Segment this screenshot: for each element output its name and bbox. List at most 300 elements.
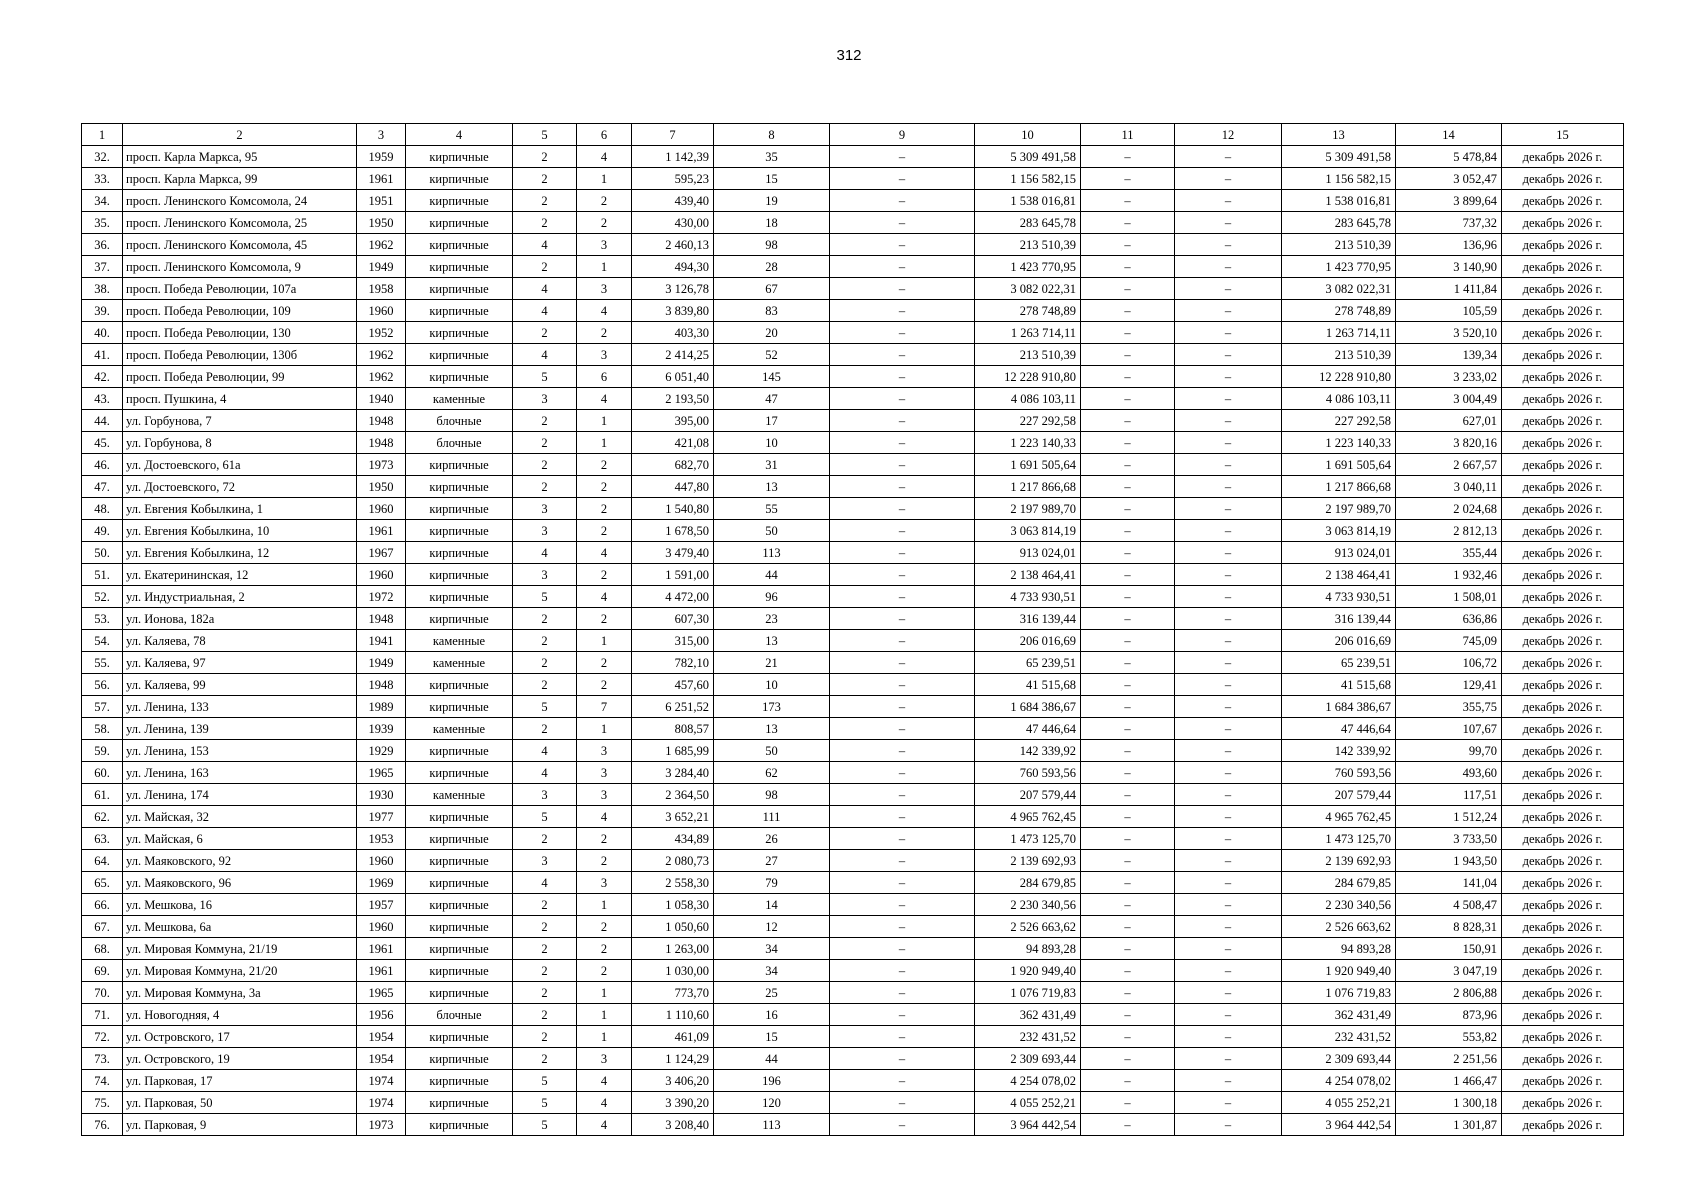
cell-year-built: 1961 [357,168,406,190]
cell-year-built: 1960 [357,564,406,586]
cell-deadline: декабрь 2026 г. [1502,344,1624,366]
cell-deadline: декабрь 2026 г. [1502,696,1624,718]
cell-cost-own: 227 292,58 [1282,410,1396,432]
cell-cost-col-11: – [1081,1048,1175,1070]
column-header: 12 [1175,124,1282,146]
cell-year-built: 1972 [357,586,406,608]
cell-deadline: декабрь 2026 г. [1502,674,1624,696]
cell-entrances: 3 [577,740,632,762]
cell-entrances: 4 [577,586,632,608]
cell-year-built: 1960 [357,850,406,872]
cell-cost-col-11: – [1081,674,1175,696]
cell-cost-total: 5 309 491,58 [975,146,1081,168]
cell-cost-own: 1 156 582,15 [1282,168,1396,190]
cell-address: просп. Пушкина, 4 [123,388,357,410]
cell-cost-own: 1 684 386,67 [1282,696,1396,718]
cell-deadline: декабрь 2026 г. [1502,190,1624,212]
cell-row-number: 59. [82,740,123,762]
cell-cost-col-11: – [1081,850,1175,872]
cell-year-built: 1929 [357,740,406,762]
cell-cost-col-12: – [1175,630,1282,652]
cell-cost-own: 213 510,39 [1282,234,1396,256]
cell-year-built: 1961 [357,520,406,542]
cell-year-built: 1940 [357,388,406,410]
table-row [82,278,1624,300]
column-header: 9 [830,124,975,146]
cell-entrances: 1 [577,982,632,1004]
cell-year-built: 1952 [357,322,406,344]
cell-cost-per-sqm: 117,51 [1396,784,1502,806]
cell-cost-total: 3 063 814,19 [975,520,1081,542]
cell-cost-per-sqm: 107,67 [1396,718,1502,740]
cell-deadline: декабрь 2026 г. [1502,1026,1624,1048]
cell-entrances: 4 [577,806,632,828]
cell-cost-col-11: – [1081,542,1175,564]
cell-cost-per-sqm: 493,60 [1396,762,1502,784]
cell-row-number: 46. [82,454,123,476]
cell-cost-per-sqm: 355,75 [1396,696,1502,718]
cell-wall-material: каменные [406,630,513,652]
cell-cost-col-11: – [1081,146,1175,168]
cell-wall-material: кирпичные [406,872,513,894]
cell-cost-per-sqm: 553,82 [1396,1026,1502,1048]
cell-area: 2 558,30 [632,872,714,894]
cell-entrances: 2 [577,608,632,630]
table-row [82,894,1624,916]
cell-address: ул. Маяковского, 92 [123,850,357,872]
cell-cost-col-9: – [830,476,975,498]
cell-cost-per-sqm: 636,86 [1396,608,1502,630]
cell-entrances: 4 [577,1070,632,1092]
cell-cost-own: 4 086 103,11 [1282,388,1396,410]
cell-address: ул. Евгения Кобылкина, 10 [123,520,357,542]
cell-wall-material: кирпичные [406,476,513,498]
cell-cost-col-11: – [1081,366,1175,388]
cell-cost-col-11: – [1081,190,1175,212]
cell-deadline: декабрь 2026 г. [1502,454,1624,476]
cell-year-built: 1967 [357,542,406,564]
table-row [82,212,1624,234]
cell-cost-total: 94 893,28 [975,938,1081,960]
cell-floors: 5 [513,696,577,718]
cell-floors: 2 [513,938,577,960]
cell-deadline: декабрь 2026 г. [1502,652,1624,674]
cell-cost-col-9: – [830,388,975,410]
cell-address: ул. Ленина, 163 [123,762,357,784]
cell-residents: 13 [714,630,830,652]
table-row [82,1004,1624,1026]
cell-cost-col-11: – [1081,212,1175,234]
cell-cost-col-9: – [830,872,975,894]
cell-cost-own: 278 748,89 [1282,300,1396,322]
cell-cost-col-9: – [830,894,975,916]
cell-residents: 19 [714,190,830,212]
cell-wall-material: кирпичные [406,608,513,630]
cell-floors: 4 [513,740,577,762]
cell-cost-col-9: – [830,1026,975,1048]
cell-residents: 62 [714,762,830,784]
cell-cost-total: 12 228 910,80 [975,366,1081,388]
cell-cost-col-11: – [1081,608,1175,630]
cell-cost-total: 283 645,78 [975,212,1081,234]
cell-entrances: 2 [577,498,632,520]
cell-deadline: декабрь 2026 г. [1502,498,1624,520]
cell-entrances: 2 [577,190,632,212]
cell-cost-col-12: – [1175,234,1282,256]
cell-cost-total: 760 593,56 [975,762,1081,784]
cell-deadline: декабрь 2026 г. [1502,608,1624,630]
cell-cost-col-12: – [1175,1004,1282,1026]
cell-cost-col-12: – [1175,498,1282,520]
cell-cost-own: 2 138 464,41 [1282,564,1396,586]
cell-cost-col-9: – [830,366,975,388]
cell-cost-col-11: – [1081,652,1175,674]
cell-row-number: 33. [82,168,123,190]
cell-year-built: 1959 [357,146,406,168]
cell-entrances: 4 [577,542,632,564]
cell-year-built: 1960 [357,916,406,938]
cell-entrances: 2 [577,476,632,498]
cell-cost-col-9: – [830,1070,975,1092]
cell-cost-col-11: – [1081,630,1175,652]
cell-cost-total: 1 156 582,15 [975,168,1081,190]
cell-entrances: 3 [577,872,632,894]
cell-cost-total: 4 965 762,45 [975,806,1081,828]
cell-year-built: 1948 [357,410,406,432]
cell-address: ул. Каляева, 97 [123,652,357,674]
cell-wall-material: кирпичные [406,960,513,982]
cell-deadline: декабрь 2026 г. [1502,234,1624,256]
cell-floors: 2 [513,322,577,344]
cell-deadline: декабрь 2026 г. [1502,982,1624,1004]
cell-cost-col-12: – [1175,168,1282,190]
cell-deadline: декабрь 2026 г. [1502,146,1624,168]
cell-cost-col-12: – [1175,256,1282,278]
cell-wall-material: кирпичные [406,234,513,256]
cell-area: 1 030,00 [632,960,714,982]
table-row [82,168,1624,190]
cell-year-built: 1953 [357,828,406,850]
cell-row-number: 60. [82,762,123,784]
cell-residents: 173 [714,696,830,718]
cell-entrances: 1 [577,410,632,432]
cell-residents: 27 [714,850,830,872]
cell-floors: 5 [513,586,577,608]
cell-area: 1 142,39 [632,146,714,168]
cell-year-built: 1954 [357,1026,406,1048]
cell-residents: 21 [714,652,830,674]
table-row [82,388,1624,410]
cell-floors: 5 [513,366,577,388]
cell-area: 430,00 [632,212,714,234]
cell-year-built: 1941 [357,630,406,652]
cell-entrances: 3 [577,784,632,806]
cell-cost-col-11: – [1081,344,1175,366]
cell-wall-material: каменные [406,784,513,806]
cell-year-built: 1948 [357,608,406,630]
cell-cost-per-sqm: 3 733,50 [1396,828,1502,850]
cell-cost-own: 2 139 692,93 [1282,850,1396,872]
cell-floors: 4 [513,762,577,784]
cell-cost-col-11: – [1081,1114,1175,1136]
cell-residents: 83 [714,300,830,322]
cell-cost-per-sqm: 3 040,11 [1396,476,1502,498]
cell-row-number: 39. [82,300,123,322]
cell-cost-col-11: – [1081,564,1175,586]
cell-cost-own: 232 431,52 [1282,1026,1396,1048]
cell-cost-own: 4 733 930,51 [1282,586,1396,608]
cell-floors: 2 [513,982,577,1004]
cell-floors: 2 [513,454,577,476]
cell-address: ул. Ленина, 139 [123,718,357,740]
cell-cost-col-12: – [1175,366,1282,388]
cell-cost-col-11: – [1081,828,1175,850]
table-row [82,872,1624,894]
cell-cost-col-12: – [1175,410,1282,432]
cell-deadline: декабрь 2026 г. [1502,806,1624,828]
cell-floors: 2 [513,432,577,454]
cell-residents: 113 [714,542,830,564]
table-row [82,608,1624,630]
cell-area: 403,30 [632,322,714,344]
cell-cost-per-sqm: 2 024,68 [1396,498,1502,520]
cell-address: ул. Ленина, 133 [123,696,357,718]
cell-residents: 47 [714,388,830,410]
cell-address: просп. Ленинского Комсомола, 45 [123,234,357,256]
table-row [82,630,1624,652]
cell-cost-col-12: – [1175,696,1282,718]
cell-residents: 15 [714,168,830,190]
table-row [82,740,1624,762]
cell-cost-per-sqm: 3 520,10 [1396,322,1502,344]
cell-cost-own: 47 446,64 [1282,718,1396,740]
cell-cost-own: 207 579,44 [1282,784,1396,806]
cell-cost-total: 4 086 103,11 [975,388,1081,410]
table-row [82,300,1624,322]
cell-cost-own: 1 691 505,64 [1282,454,1396,476]
cell-year-built: 1962 [357,366,406,388]
cell-area: 457,60 [632,674,714,696]
cell-entrances: 2 [577,564,632,586]
cell-entrances: 2 [577,850,632,872]
cell-address: ул. Каляева, 78 [123,630,357,652]
cell-cost-own: 283 645,78 [1282,212,1396,234]
cell-area: 494,30 [632,256,714,278]
cell-address: ул. Новогодняя, 4 [123,1004,357,1026]
cell-address: просп. Победа Революции, 130б [123,344,357,366]
cell-cost-total: 1 920 949,40 [975,960,1081,982]
cell-cost-col-9: – [830,1114,975,1136]
cell-row-number: 68. [82,938,123,960]
cell-residents: 34 [714,960,830,982]
cell-year-built: 1974 [357,1070,406,1092]
cell-cost-col-11: – [1081,718,1175,740]
cell-address: ул. Мировая Коммуна, 3а [123,982,357,1004]
cell-row-number: 44. [82,410,123,432]
cell-cost-col-9: – [830,762,975,784]
cell-year-built: 1956 [357,1004,406,1026]
cell-wall-material: кирпичные [406,344,513,366]
cell-cost-col-9: – [830,938,975,960]
cell-area: 1 263,00 [632,938,714,960]
cell-residents: 34 [714,938,830,960]
cell-area: 782,10 [632,652,714,674]
cell-floors: 4 [513,278,577,300]
cell-address: ул. Горбунова, 7 [123,410,357,432]
cell-residents: 13 [714,718,830,740]
column-header: 4 [406,124,513,146]
cell-floors: 4 [513,234,577,256]
table-row [82,762,1624,784]
cell-address: просп. Ленинского Комсомола, 9 [123,256,357,278]
cell-cost-per-sqm: 3 899,64 [1396,190,1502,212]
cell-address: ул. Мешкова, 16 [123,894,357,916]
cell-cost-per-sqm: 3 820,16 [1396,432,1502,454]
cell-wall-material: кирпичные [406,828,513,850]
cell-row-number: 73. [82,1048,123,1070]
cell-row-number: 61. [82,784,123,806]
cell-wall-material: каменные [406,652,513,674]
cell-cost-col-11: – [1081,498,1175,520]
cell-floors: 3 [513,520,577,542]
cell-cost-per-sqm: 355,44 [1396,542,1502,564]
cell-cost-col-9: – [830,498,975,520]
cell-year-built: 1973 [357,454,406,476]
cell-residents: 120 [714,1092,830,1114]
cell-cost-col-12: – [1175,454,1282,476]
cell-cost-col-11: – [1081,454,1175,476]
cell-cost-col-9: – [830,300,975,322]
cell-area: 607,30 [632,608,714,630]
cell-cost-own: 1 223 140,33 [1282,432,1396,454]
cell-row-number: 47. [82,476,123,498]
cell-cost-per-sqm: 2 812,13 [1396,520,1502,542]
cell-wall-material: кирпичные [406,1114,513,1136]
cell-cost-col-9: – [830,850,975,872]
cell-cost-col-12: – [1175,344,1282,366]
cell-cost-per-sqm: 3 052,47 [1396,168,1502,190]
cell-cost-col-9: – [830,564,975,586]
cell-wall-material: кирпичные [406,366,513,388]
cell-row-number: 38. [82,278,123,300]
cell-entrances: 2 [577,520,632,542]
cell-floors: 3 [513,498,577,520]
cell-cost-col-9: – [830,608,975,630]
table-row [82,520,1624,542]
cell-year-built: 1948 [357,674,406,696]
cell-area: 439,40 [632,190,714,212]
cell-cost-col-11: – [1081,410,1175,432]
cell-cost-col-9: – [830,696,975,718]
cell-row-number: 45. [82,432,123,454]
cell-address: ул. Мировая Коммуна, 21/19 [123,938,357,960]
cell-deadline: декабрь 2026 г. [1502,1092,1624,1114]
cell-entrances: 1 [577,168,632,190]
cell-area: 3 208,40 [632,1114,714,1136]
cell-cost-per-sqm: 129,41 [1396,674,1502,696]
cell-row-number: 40. [82,322,123,344]
cell-floors: 2 [513,1026,577,1048]
cell-cost-col-11: – [1081,740,1175,762]
cell-entrances: 1 [577,718,632,740]
cell-cost-col-12: – [1175,476,1282,498]
cell-entrances: 1 [577,630,632,652]
cell-wall-material: кирпичные [406,212,513,234]
cell-cost-own: 4 254 078,02 [1282,1070,1396,1092]
cell-cost-per-sqm: 3 004,49 [1396,388,1502,410]
cell-cost-own: 1 473 125,70 [1282,828,1396,850]
table-row [82,784,1624,806]
cell-wall-material: кирпичные [406,300,513,322]
cell-deadline: декабрь 2026 г. [1502,388,1624,410]
cell-year-built: 1960 [357,498,406,520]
cell-entrances: 1 [577,894,632,916]
cell-entrances: 2 [577,938,632,960]
cell-row-number: 37. [82,256,123,278]
cell-area: 3 406,20 [632,1070,714,1092]
housing-table [81,123,1624,1136]
cell-floors: 2 [513,960,577,982]
cell-cost-col-12: – [1175,1048,1282,1070]
cell-floors: 2 [513,718,577,740]
cell-deadline: декабрь 2026 г. [1502,432,1624,454]
cell-year-built: 1989 [357,696,406,718]
cell-wall-material: кирпичные [406,520,513,542]
cell-entrances: 2 [577,828,632,850]
cell-year-built: 1962 [357,344,406,366]
cell-cost-total: 284 679,85 [975,872,1081,894]
cell-cost-col-12: – [1175,146,1282,168]
cell-entrances: 1 [577,1026,632,1048]
cell-cost-per-sqm: 3 140,90 [1396,256,1502,278]
cell-year-built: 1958 [357,278,406,300]
table-row [82,146,1624,168]
cell-address: ул. Каляева, 99 [123,674,357,696]
cell-cost-col-12: – [1175,916,1282,938]
cell-row-number: 64. [82,850,123,872]
cell-cost-col-12: – [1175,322,1282,344]
table-row [82,960,1624,982]
cell-wall-material: кирпичные [406,850,513,872]
cell-area: 2 460,13 [632,234,714,256]
cell-cost-total: 2 526 663,62 [975,916,1081,938]
column-header: 15 [1502,124,1624,146]
cell-row-number: 34. [82,190,123,212]
table-row [82,850,1624,872]
table-row [82,696,1624,718]
cell-wall-material: блочные [406,1004,513,1026]
cell-cost-col-12: – [1175,300,1282,322]
cell-cost-col-9: – [830,190,975,212]
table-row [82,432,1624,454]
cell-floors: 4 [513,872,577,894]
cell-cost-own: 2 309 693,44 [1282,1048,1396,1070]
cell-cost-per-sqm: 873,96 [1396,1004,1502,1026]
cell-cost-col-9: – [830,256,975,278]
cell-residents: 98 [714,234,830,256]
cell-cost-col-12: – [1175,1026,1282,1048]
cell-cost-col-12: – [1175,1114,1282,1136]
table-row [82,1026,1624,1048]
cell-cost-col-12: – [1175,828,1282,850]
cell-cost-total: 47 446,64 [975,718,1081,740]
cell-residents: 55 [714,498,830,520]
cell-cost-col-11: – [1081,982,1175,1004]
cell-address: ул. Мешкова, 6а [123,916,357,938]
cell-wall-material: кирпичные [406,1070,513,1092]
cell-address: просп. Победа Революции, 109 [123,300,357,322]
cell-residents: 113 [714,1114,830,1136]
